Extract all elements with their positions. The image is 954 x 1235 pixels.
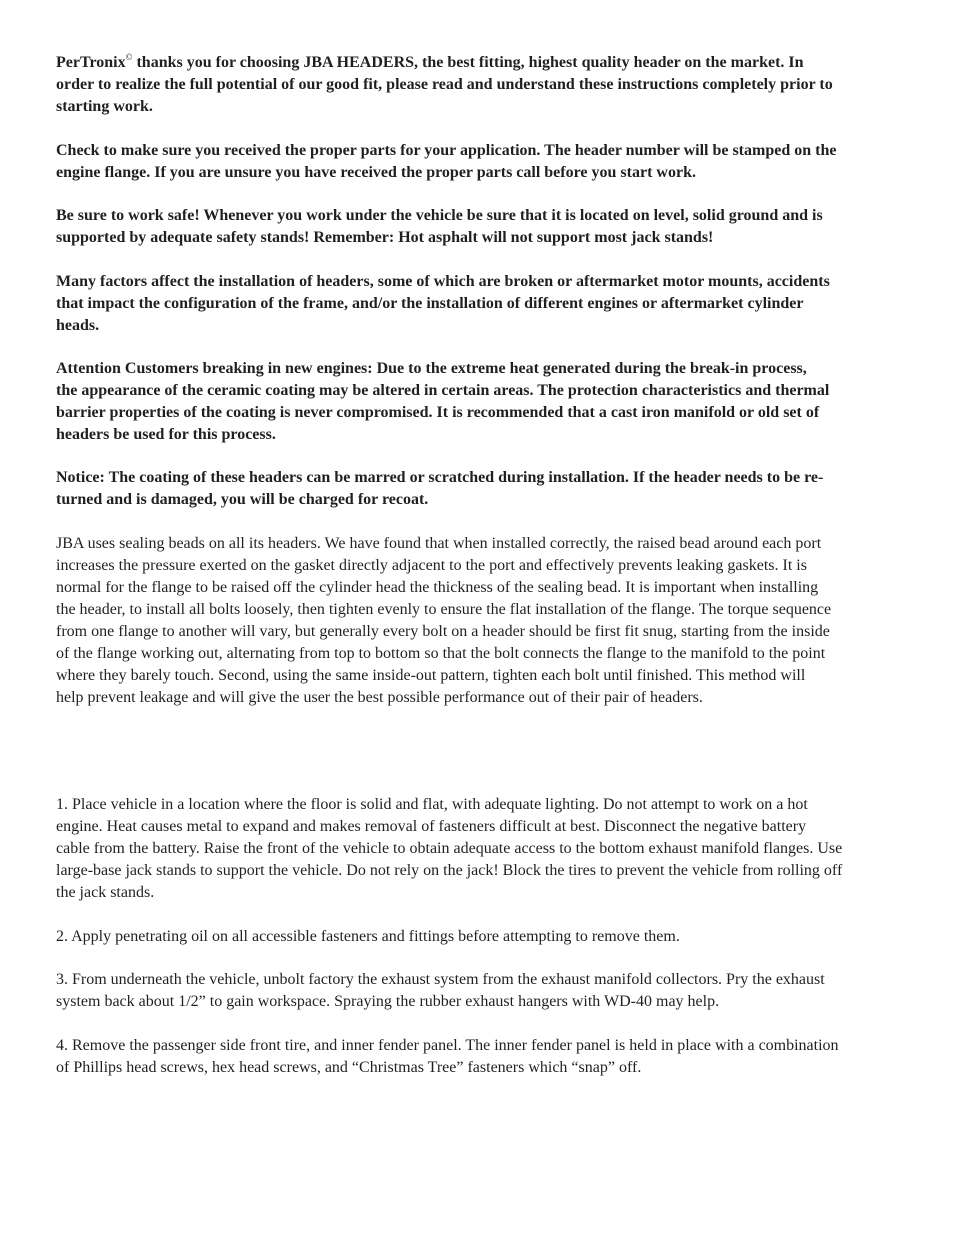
step-3-paragraph: 3. From underneath the vehicle, unbolt factory the exhaust system from the exhaust manifold collectors. Pry the exhaust system back about 1/2” to gain workspace. Spraying the rubber exhaust hangers with WD-40 may help.	[56, 971, 825, 1010]
intro-thanks-paragraph	[56, 52, 906, 118]
copyright-mark: ©	[125, 52, 133, 62]
step-2-paragraph: 2. Apply penetrating oil on all accessible fasteners and fittings before attempting to remove them.	[56, 928, 680, 945]
check-parts-paragraph: Check to make sure you received the proper parts for your application. The header number will be stamped on the engine flange. If you are unsure you have received the proper parts call before you start work.	[56, 142, 837, 181]
factors-paragraph: Many factors affect the installation of headers, some of which are broken or aftermarket motor mounts, accidents that impact the configuration of the frame, and/or the installation of different engines or aftermarket cylinder heads.	[56, 273, 830, 334]
step-1-paragraph: 1. Place vehicle in a location where the floor is solid and flat, with adequate lighting. Do not attempt to work on a hot engine. Heat causes metal to expand and makes removal of fasteners difficult at best. Disconnect the negative battery cable from the battery. Raise the front of the vehicle to obtain adequate access to the bottom exhaust manifold flanges. Use large-base jack stands to support the vehicle. Do not rely on the jack! Block the tires to prevent the vehicle from rolling off the jack stands.	[56, 796, 843, 901]
intro-thanks-text: thanks you for choosing JBA HEADERS, the best fitting, highest quality header on the market. In order to realize the full potential of our good fit, please read and understand these instructions completely prior to starting work.	[56, 54, 833, 115]
notice-paragraph: Notice: The coating of these headers can be marred or scratched during installation. If the header needs to be re- turned and is damaged, you will be charged for recoat.	[56, 469, 824, 508]
step-4-paragraph: 4. Remove the passenger side front tire, and inner fender panel. The inner fender panel is held in place with a combination of Phillips head screws, hex head screws, and “Christmas Tree” fasteners which “snap” off.	[56, 1037, 839, 1076]
brand-name: PerTronix	[56, 54, 126, 71]
safety-paragraph: Be sure to work safe! Whenever you work under the vehicle be sure that it is located on level, solid ground and is supported by adequate safety stands! Remember: Hot asphalt will not support most jack stands!	[56, 207, 823, 246]
break-in-paragraph: Attention Customers breaking in new engines: Due to the extreme heat generated during the break-in process, the appearance of the ceramic coating may be altered in certain areas. The protection characteristics and thermal barrier properties of the coating is never compromised. It is recommended that a cast iron manifold or old set of headers be used for this process.	[56, 360, 830, 443]
sealing-beads-paragraph: JBA uses sealing beads on all its headers. We have found that when installed correctly, the raised bead around each port increases the pressure exerted on the gasket directly adjacent to the port and effectively prevents leaking gaskets. It is normal for the flange to be raised off the cylinder head the thickness of the sealing bead. It is important when installing the header, to install all bolts loosely, then tighten evenly to ensure the flat installation of the flange. The torque sequence from one flange to another will vary, but generally every bolt on a header should be first fit snug, starting from the inside of the flange working out, alternating from top to bottom so that the bolt connects the flange to the manifold to the point where they barely touch. Second, using the same inside-out pattern, tighten each bolt until finished. This method will help prevent leakage and will give the user the best possible performance out of their pair of headers.	[56, 535, 832, 706]
